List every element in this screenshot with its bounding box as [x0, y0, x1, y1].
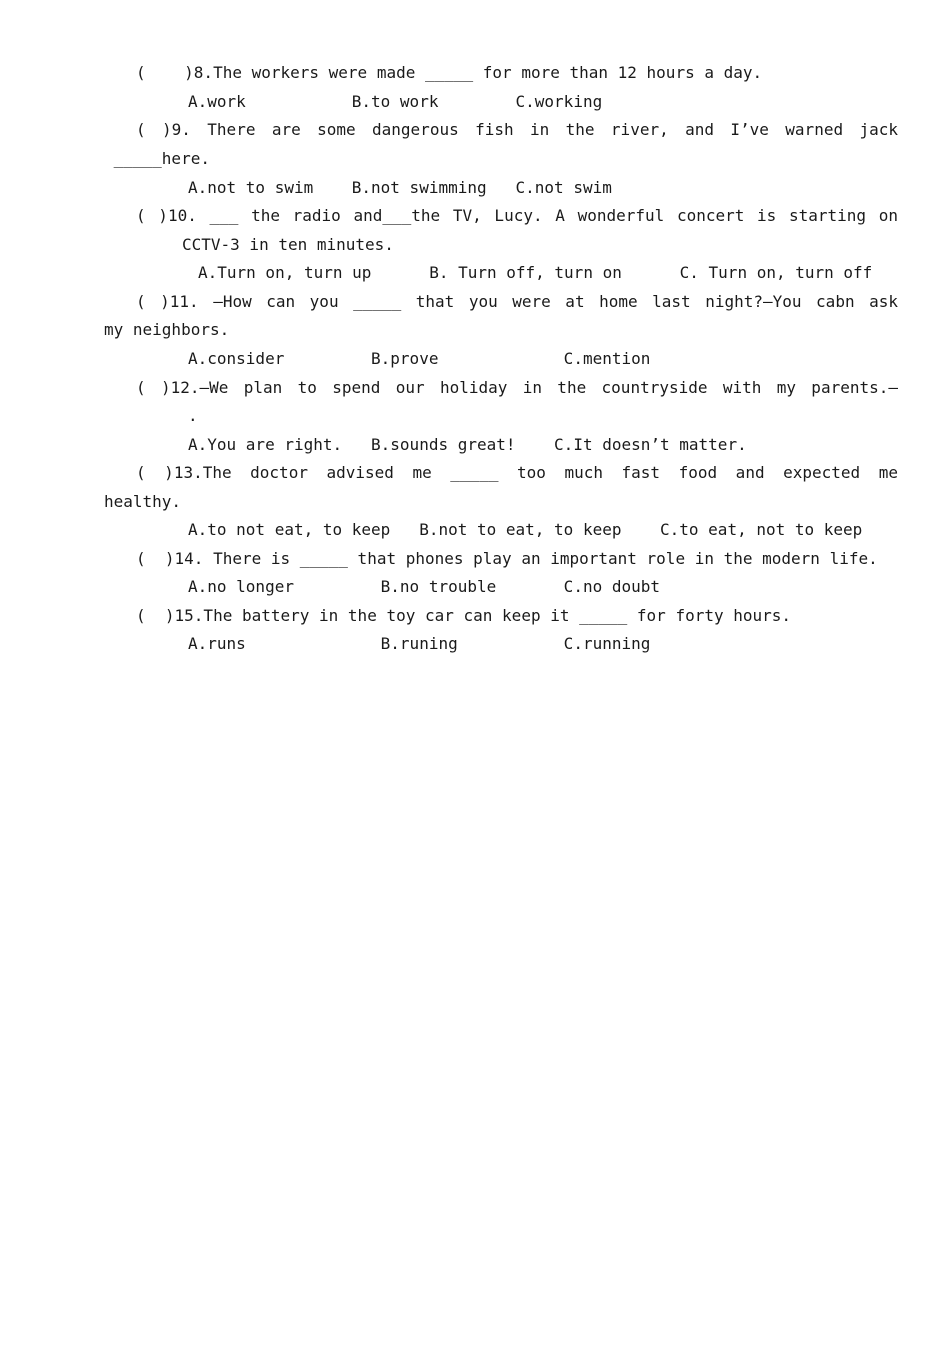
- question-13-options: A.to not eat, to keep B.not to eat, to keep C.to eat, not to keep: [188, 520, 863, 539]
- question-9-stem-cont: _____here.: [104, 149, 210, 168]
- question-12-stem: ( )12.—We plan to spend our holiday in the countryside with my parents.—: [136, 378, 898, 397]
- question-8-stem: ( )8.The workers were made _____ for more than 12 hours a day.: [136, 63, 763, 82]
- question-11-options: A.consider B.prove C.mention: [188, 349, 651, 368]
- question-10-stem: ( )10. ___ the radio and___the TV, Lucy. A wonderful concert is starting on: [136, 206, 898, 225]
- question-13-stem: ( )13.The doctor advised me _____ too much fast food and expected me: [136, 463, 898, 482]
- question-11-stem: ( )11. —How can you _____ that you were at home last night?—You cabn ask: [136, 292, 898, 311]
- question-11-stem-cont: my neighbors.: [104, 320, 230, 339]
- question-10-stem-cont: CCTV-3 in ten minutes.: [182, 235, 394, 254]
- question-8-options: A.work B.to work C.working: [188, 92, 603, 111]
- question-15-stem: ( )15.The battery in the toy car can keep it _____ for forty hours.: [136, 606, 792, 625]
- question-12-stem-cont: .: [188, 406, 198, 425]
- question-13-stem-cont: healthy.: [104, 492, 182, 511]
- question-10-options: A.Turn on, turn up B. Turn off, turn on C. Turn on, turn off: [198, 263, 873, 282]
- question-9-stem: ( )9. There are some dangerous fish in the river, and I’ve warned jack: [136, 120, 898, 139]
- question-14-options: A.no longer B.no trouble C.no doubt: [188, 577, 661, 596]
- question-15-options: A.runs B.runing C.running: [188, 634, 651, 653]
- question-12-options: A.You are right. B.sounds great! C.It doesn’t matter.: [188, 435, 747, 454]
- question-9-options: A.not to swim B.not swimming C.not swim: [188, 178, 612, 197]
- question-14-stem: ( )14. There is _____ that phones play an important role in the modern life.: [136, 549, 878, 568]
